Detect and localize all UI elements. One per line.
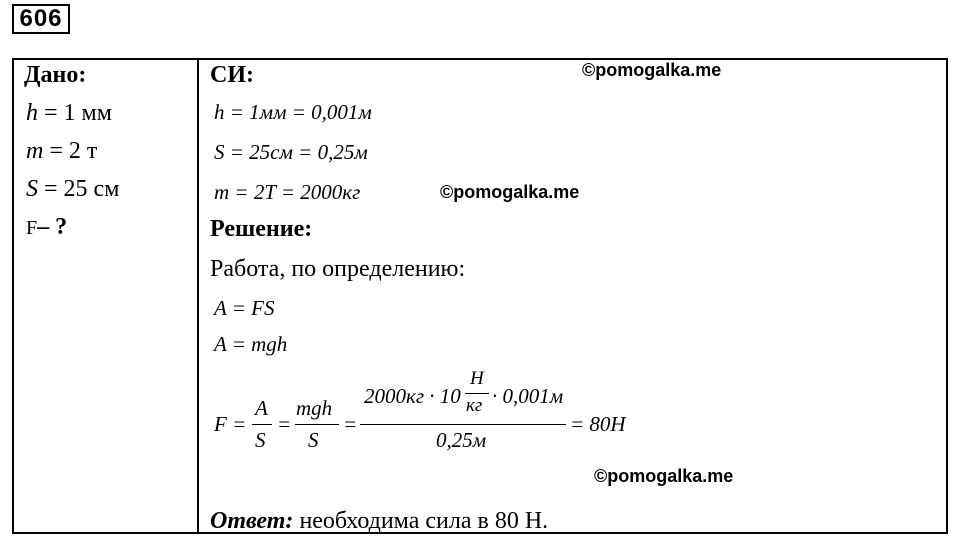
given-heading: Дано: bbox=[24, 62, 87, 88]
formula-lhs: F = bbox=[214, 412, 247, 436]
given-f: F– ? bbox=[26, 214, 68, 240]
column-divider bbox=[197, 58, 199, 534]
si-h: h = 1мм = 0,001м bbox=[214, 100, 372, 124]
given-s: S = 25 см bbox=[26, 176, 120, 202]
given-m: m = 2 т bbox=[26, 138, 98, 164]
frac1-denominator: S bbox=[255, 428, 266, 452]
frac3-unit-line bbox=[465, 393, 489, 394]
equation-work-gravity: A = mgh bbox=[214, 332, 288, 356]
si-m: m = 2T = 2000кг bbox=[214, 180, 361, 204]
frac3-line bbox=[360, 424, 566, 425]
equals-sign-2: = bbox=[343, 412, 358, 436]
frac3-unit-denominator: кг bbox=[466, 395, 483, 416]
si-s: S = 25см = 0,25м bbox=[214, 140, 368, 164]
watermark-3: ©pomogalka.me bbox=[594, 466, 734, 486]
frac2-denominator: S bbox=[308, 428, 319, 452]
equation-work-force: A = FS bbox=[214, 296, 275, 320]
solution-intro: Работа, по определению: bbox=[210, 256, 466, 282]
solution-table bbox=[12, 58, 948, 534]
frac2-line bbox=[295, 424, 339, 425]
frac2-numerator: mgh bbox=[296, 396, 333, 420]
frac3-denominator: 0,25м bbox=[436, 428, 487, 452]
formula-result: = 80H bbox=[570, 412, 626, 436]
watermark-1: ©pomogalka.me bbox=[582, 60, 722, 80]
equals-sign-1: = bbox=[277, 412, 292, 436]
problem-number: 606 bbox=[12, 4, 70, 34]
answer: Ответ: необходима сила в 80 Н. bbox=[210, 508, 549, 534]
given-h: h = 1 мм bbox=[26, 100, 112, 126]
frac1-numerator: A bbox=[255, 396, 268, 420]
solution-heading: Решение: bbox=[210, 216, 313, 242]
si-heading: СИ: bbox=[210, 62, 254, 88]
frac3-unit-numerator: H bbox=[470, 368, 484, 389]
frac3-numerator-a: 2000кг · 10 bbox=[364, 384, 461, 408]
frac3-numerator-b: · 0,001м bbox=[492, 384, 564, 408]
watermark-2: ©pomogalka.me bbox=[440, 182, 580, 202]
frac1-line bbox=[252, 424, 272, 425]
